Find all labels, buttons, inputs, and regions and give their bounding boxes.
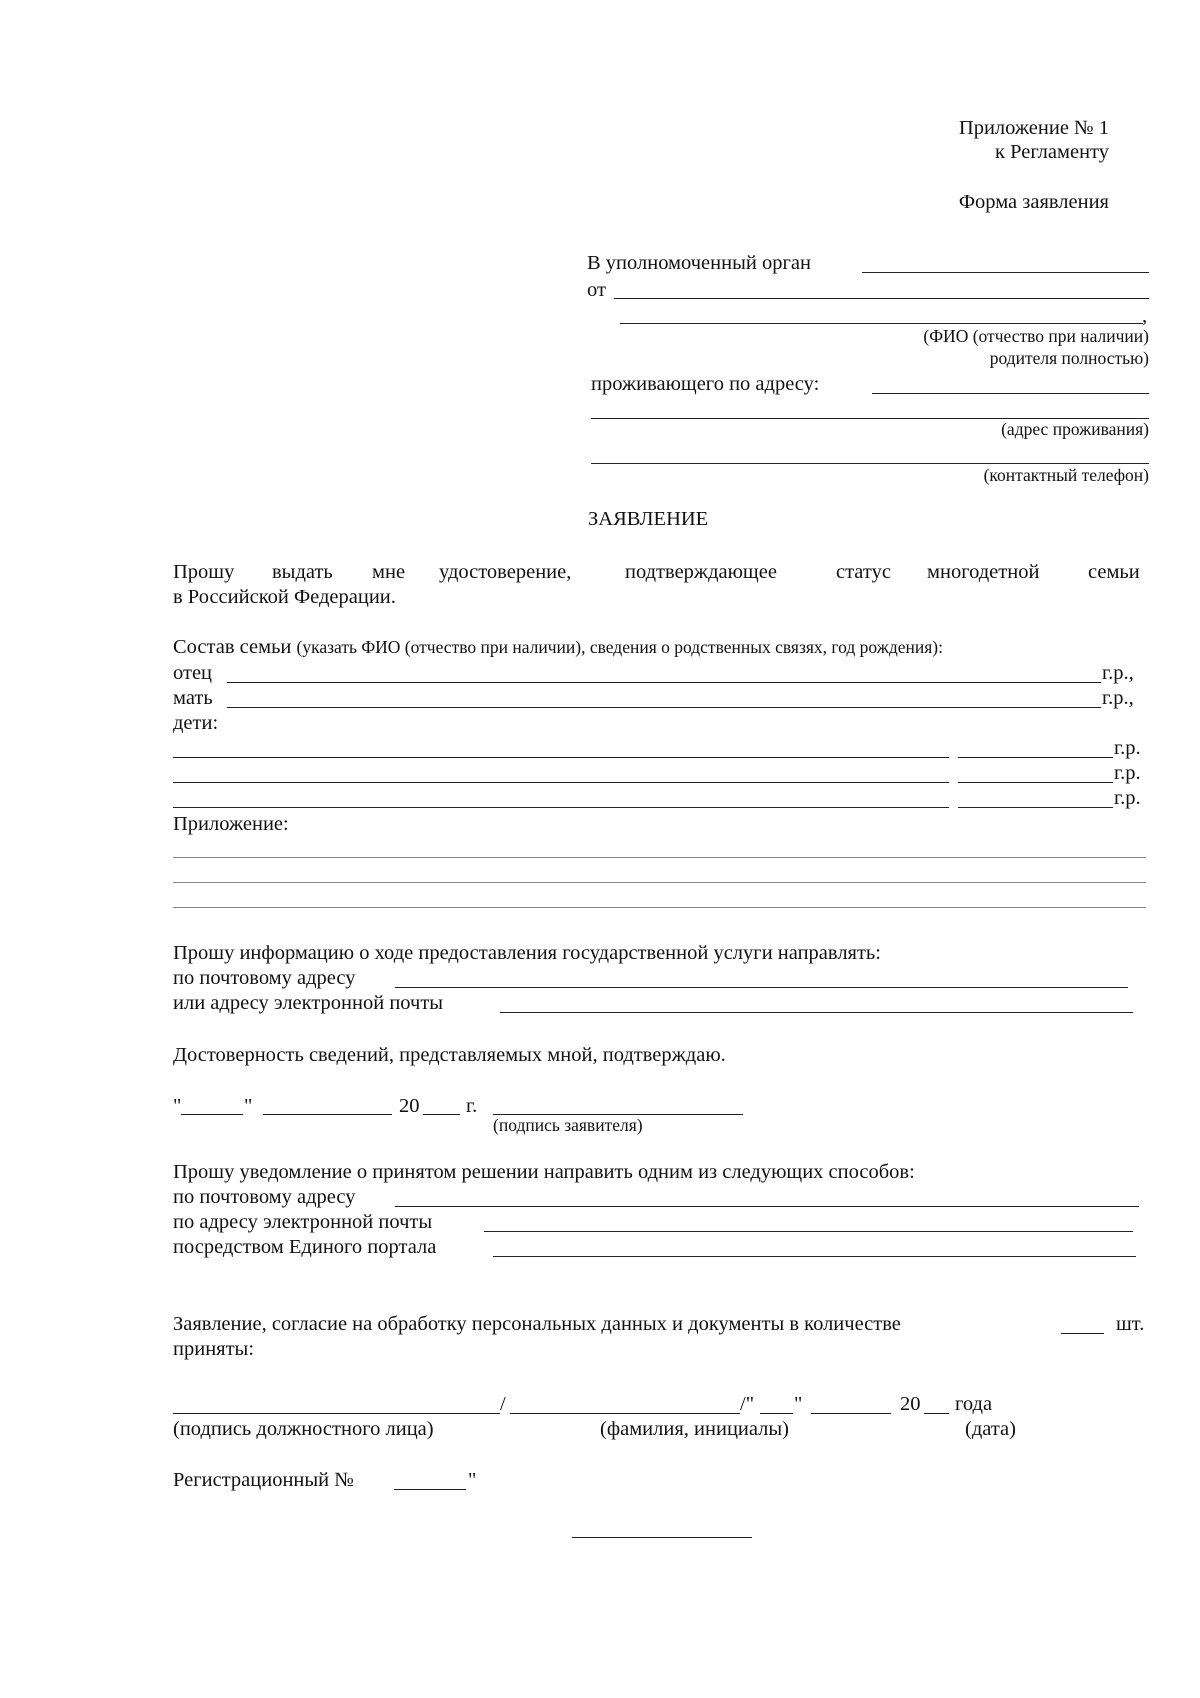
- phone-field[interactable]: [591, 463, 1149, 464]
- appendix-number: Приложение № 1: [958, 117, 1109, 139]
- children-label: дети:: [173, 712, 219, 734]
- reglament-ref: к Регламенту: [995, 141, 1109, 163]
- fio-hint-2: родителя полностью): [989, 348, 1149, 368]
- notify-label: Прошу уведомление о принятом решении направить одним из следующих способов:: [173, 1161, 915, 1183]
- request-word: статус: [836, 561, 891, 583]
- notify-portal-field[interactable]: [493, 1256, 1136, 1257]
- registration-label: Регистрационный №: [173, 1469, 354, 1491]
- from-field[interactable]: [614, 298, 1149, 299]
- child-year-suffix: г.р.: [1114, 762, 1141, 784]
- accepted-line-1: Заявление, согласие на обработку персональных данных и документы в количестве: [173, 1313, 901, 1335]
- info-postal-field[interactable]: [395, 987, 1128, 988]
- date-quote-close: ": [244, 1095, 253, 1117]
- official-name-field[interactable]: [510, 1413, 740, 1414]
- request-word: многодетной: [927, 561, 1040, 583]
- signature-hint: (подпись заявителя): [493, 1115, 643, 1135]
- request-word: удостоверение,: [439, 561, 572, 583]
- date-year-field[interactable]: [423, 1114, 460, 1115]
- date-g: г.: [466, 1095, 478, 1117]
- accepted-month-field[interactable]: [811, 1413, 891, 1414]
- request-word: подтверждающее: [625, 561, 777, 583]
- date-day-field[interactable]: [181, 1114, 243, 1115]
- notify-email-field[interactable]: [484, 1231, 1133, 1232]
- father-label: отец: [173, 662, 213, 684]
- notify-email-label: по адресу электронной почты: [173, 1211, 433, 1233]
- accepted-line-2: приняты:: [173, 1338, 255, 1360]
- phone-hint: (контактный телефон): [983, 465, 1149, 485]
- comma: ,: [1142, 305, 1148, 327]
- registration-quote: ": [468, 1469, 477, 1491]
- from-field-2[interactable]: [620, 323, 1143, 324]
- slash-quote: /": [740, 1393, 755, 1415]
- attachment-label: Приложение:: [173, 813, 289, 835]
- accepted-year-suffix: года: [955, 1393, 993, 1415]
- family-hint: (указать ФИО (отчество при наличии), сведения о родственных связях, год рождения):: [296, 637, 943, 657]
- family-label-text: Состав семьи: [173, 636, 292, 658]
- address-hint: (адрес проживания): [1001, 419, 1149, 439]
- father-year-suffix: г.р.,: [1102, 662, 1134, 684]
- registration-number-field[interactable]: [394, 1489, 466, 1490]
- accepted-count-field[interactable]: [1061, 1333, 1104, 1334]
- organ-label: В уполномоченный орган: [587, 252, 811, 274]
- attachment-line[interactable]: [173, 857, 1146, 858]
- request-word: мне: [372, 561, 406, 583]
- accepted-year-prefix: 20: [900, 1393, 921, 1415]
- child-year-suffix: г.р.: [1114, 787, 1141, 809]
- info-email-label: или адресу электронной почты: [173, 992, 444, 1014]
- date-month-field[interactable]: [263, 1114, 392, 1115]
- accepted-day-field[interactable]: [760, 1413, 793, 1414]
- address-label: проживающего по адресу:: [591, 373, 820, 395]
- closing-separator: [572, 1537, 752, 1538]
- notify-postal-label: по почтовому адресу: [173, 1186, 356, 1208]
- request-word: Прошу: [173, 561, 235, 583]
- child-field[interactable]: [173, 757, 949, 758]
- document-title: ЗАЯВЛЕНИЕ: [588, 508, 709, 530]
- child-year-field[interactable]: [958, 757, 1113, 758]
- request-word: семьи: [1088, 561, 1140, 583]
- slash-1: /: [500, 1393, 506, 1415]
- notify-postal-field[interactable]: [395, 1206, 1139, 1207]
- mother-field[interactable]: [227, 707, 1101, 708]
- official-hint: (подпись должностного лица): [173, 1418, 434, 1440]
- info-postal-label: по почтовому адресу: [173, 967, 356, 989]
- organ-field[interactable]: [862, 272, 1149, 273]
- child-year-field[interactable]: [958, 807, 1113, 808]
- mother-label: мать: [173, 687, 213, 709]
- mother-year-suffix: г.р.,: [1102, 687, 1134, 709]
- family-label: [173, 635, 943, 659]
- date-hint: (дата): [965, 1418, 1016, 1440]
- accepted-quote: ": [794, 1393, 803, 1415]
- from-label: от: [587, 279, 606, 301]
- form-name: Форма заявления: [958, 191, 1109, 213]
- accepted-year-field[interactable]: [924, 1413, 949, 1414]
- attachment-line[interactable]: [173, 882, 1146, 883]
- notify-portal-label: посредством Единого портала: [173, 1236, 437, 1258]
- date-year-prefix: 20: [399, 1095, 420, 1117]
- attachment-line[interactable]: [173, 907, 1146, 908]
- confirm-text: Достоверность сведений, представляемых мной, подтверждаю.: [173, 1044, 726, 1066]
- request-line-2: в Российской Федерации.: [173, 586, 396, 608]
- info-label: Прошу информацию о ходе предоставления государственной услуги направлять:: [173, 942, 881, 964]
- child-field[interactable]: [173, 807, 949, 808]
- child-year-suffix: г.р.: [1114, 737, 1141, 759]
- child-field[interactable]: [173, 782, 949, 783]
- official-signature-field[interactable]: [173, 1413, 500, 1414]
- info-email-field[interactable]: [500, 1012, 1133, 1013]
- father-field[interactable]: [227, 682, 1101, 683]
- date-quote-open: ": [173, 1095, 182, 1117]
- child-year-field[interactable]: [958, 782, 1113, 783]
- name-hint: (фамилия, инициалы): [600, 1418, 789, 1440]
- accepted-pcs: шт.: [1116, 1313, 1145, 1335]
- address-field[interactable]: [872, 393, 1149, 394]
- fio-hint-1: (ФИО (отчество при наличии): [923, 326, 1149, 346]
- request-word: выдать: [272, 561, 333, 583]
